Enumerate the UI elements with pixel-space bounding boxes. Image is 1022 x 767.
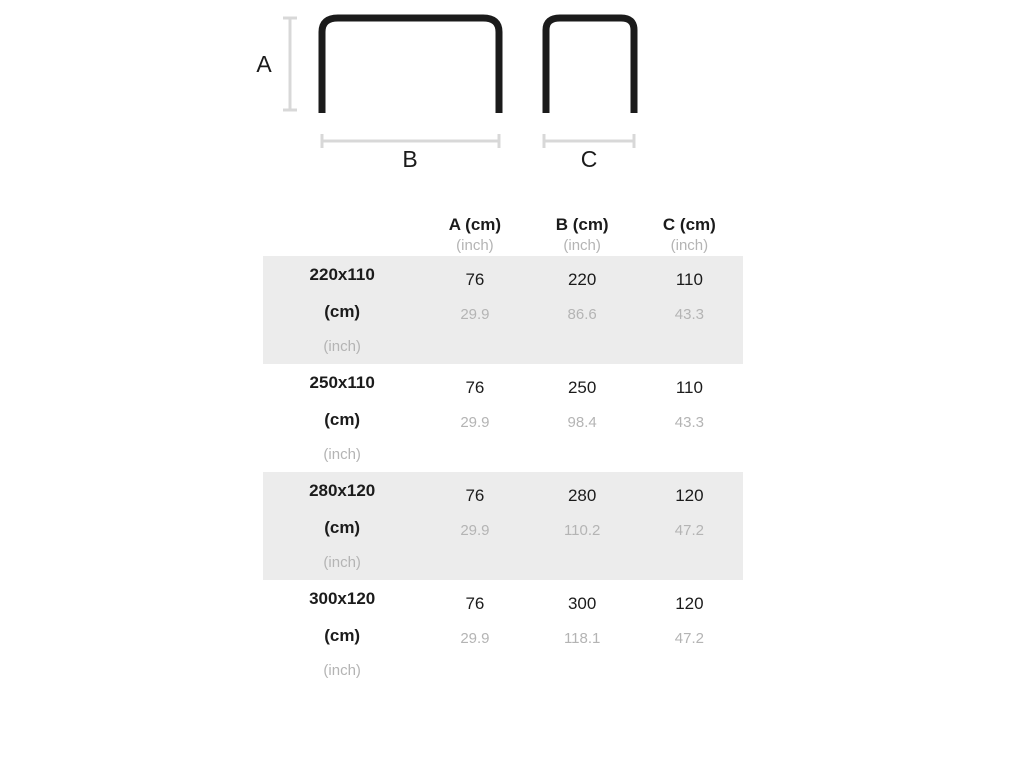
cell-c-cm: 120 [675, 594, 704, 613]
table-outline-wide [322, 18, 499, 113]
table-row [263, 580, 743, 688]
header-a-sub: (inch) [456, 237, 494, 254]
table-outline-narrow [546, 18, 634, 113]
size-table [263, 214, 743, 688]
cell-c [636, 364, 743, 472]
cell-c [636, 472, 743, 580]
cell-a [421, 580, 528, 688]
cell-c [636, 256, 743, 364]
row-size-inch-label: (inch) [323, 662, 361, 679]
cell-a [421, 256, 528, 364]
row-size-unit: (cm) [324, 518, 361, 537]
row-size-unit: (cm) [324, 410, 361, 429]
cell-c [636, 580, 743, 688]
cell-c-inch: 43.3 [674, 306, 704, 323]
cell-b-inch: 118.1 [563, 630, 601, 647]
cell-b-inch: 110.2 [563, 522, 601, 539]
row-size-inch-label: (inch) [323, 446, 361, 463]
cell-a [421, 364, 528, 472]
cell-b [529, 256, 636, 364]
table-header-row-inch [263, 236, 743, 256]
cell-b-cm: 280 [567, 486, 597, 505]
header-corner [263, 214, 421, 236]
header-b-sub: (inch) [563, 237, 601, 254]
cell-a-cm: 76 [465, 594, 485, 613]
cell-a-inch: 29.9 [460, 414, 490, 431]
cell-b [529, 580, 636, 688]
cell-c-inch: 47.2 [674, 630, 704, 647]
cell-b [529, 472, 636, 580]
cell-b-cm: 250 [567, 378, 597, 397]
cell-a [421, 472, 528, 580]
product-dimension-diagram [0, 0, 1022, 190]
row-size-unit: (cm) [324, 626, 361, 645]
size-table-wrapper [263, 214, 743, 688]
cell-a-inch: 29.9 [460, 306, 490, 323]
cell-b-cm: 300 [567, 594, 597, 613]
cell-a-cm: 76 [465, 378, 485, 397]
row-size-label: 220x110 [309, 265, 375, 284]
cell-c-cm: 120 [675, 486, 704, 505]
header-c-sub: (inch) [670, 237, 709, 254]
cell-c-inch: 47.2 [674, 522, 704, 539]
table-row [263, 472, 743, 580]
row-label-cell [263, 256, 421, 364]
table-header [263, 214, 743, 256]
cell-a-inch: 29.9 [460, 630, 490, 647]
header-corner-sub [263, 236, 421, 256]
cell-a-inch: 29.9 [460, 522, 490, 539]
row-size-unit: (cm) [324, 302, 361, 321]
table-body [263, 256, 743, 688]
table-row [263, 364, 743, 472]
cell-c-cm: 110 [675, 378, 703, 397]
cell-c-cm: 110 [675, 270, 703, 289]
row-label-cell [263, 364, 421, 472]
cell-b-inch: 86.6 [567, 306, 597, 323]
cell-b-inch: 98.4 [567, 414, 597, 431]
cell-b-cm: 220 [567, 270, 597, 289]
header-c: C (cm) [662, 215, 716, 234]
dimension-label-a: A [256, 51, 272, 77]
cell-c-inch: 43.3 [674, 414, 704, 431]
row-size-inch-label: (inch) [323, 338, 361, 355]
row-label-cell [263, 580, 421, 688]
row-label-cell [263, 472, 421, 580]
row-size-label: 300x120 [309, 589, 376, 608]
cell-a-cm: 76 [465, 270, 485, 289]
header-a: A (cm) [448, 215, 502, 234]
dimension-label-b: B [402, 146, 418, 172]
cell-a-cm: 76 [465, 486, 485, 505]
table-header-row-units [263, 214, 743, 236]
dimension-line-a [283, 18, 297, 110]
row-size-label: 280x120 [309, 481, 376, 500]
dimension-label-c: C [580, 146, 598, 172]
cell-b [529, 364, 636, 472]
row-size-label: 250x110 [309, 373, 375, 392]
row-size-inch-label: (inch) [323, 554, 361, 571]
header-b: B (cm) [555, 215, 609, 234]
table-row [263, 256, 743, 364]
